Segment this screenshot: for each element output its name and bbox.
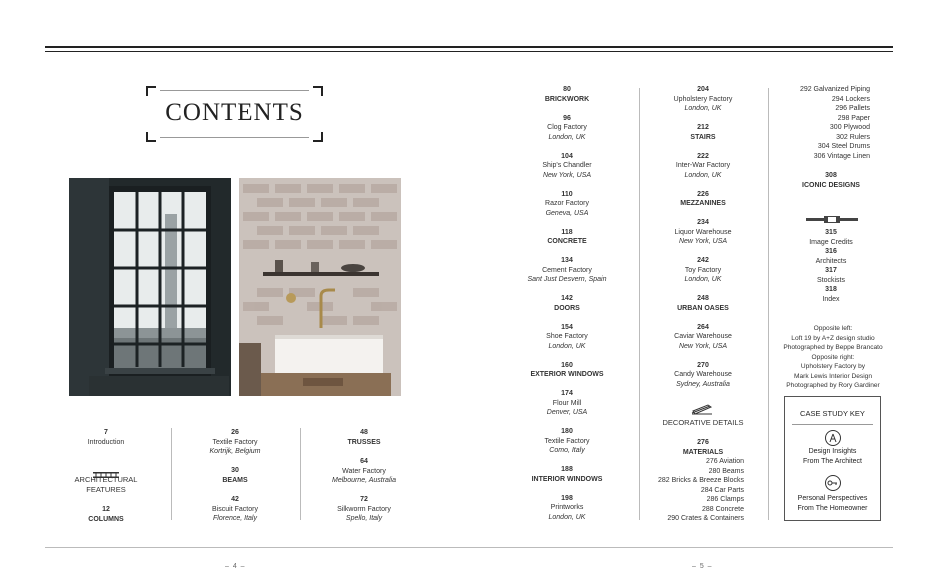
toc-entry[interactable] bbox=[643, 361, 763, 390]
entry-section: TRUSSES bbox=[347, 438, 381, 446]
material-item: 292 Galvanized Piping bbox=[799, 86, 870, 93]
toc-entry[interactable] bbox=[507, 294, 627, 313]
entry-title: Water Factory bbox=[342, 467, 386, 475]
entry-section: MATERIALS bbox=[682, 448, 724, 456]
material-item: 306 Vintage Linen bbox=[813, 152, 870, 160]
entry-title: Index bbox=[822, 295, 840, 303]
entry-page: 315 bbox=[825, 229, 837, 236]
toc-entry[interactable] bbox=[507, 494, 627, 523]
entry-title: Clog Factory bbox=[547, 124, 587, 131]
entry-page: 110 bbox=[561, 190, 573, 198]
materials-list bbox=[640, 457, 744, 524]
toc-entry[interactable] bbox=[304, 428, 424, 447]
entry-page: 160 bbox=[561, 361, 573, 369]
entry-title: Cement Factory bbox=[542, 266, 592, 274]
toc-entry[interactable] bbox=[643, 152, 763, 181]
decorative-details-icon bbox=[690, 402, 714, 414]
material-item: 288 Concrete bbox=[701, 505, 744, 513]
material-item: 286 Clamps bbox=[706, 496, 744, 503]
title-line-bottom bbox=[160, 137, 309, 138]
material-item: 304 Steel Drums bbox=[817, 143, 870, 150]
entry-location: Spello, Italy bbox=[345, 515, 383, 522]
entry-title: Introduction bbox=[87, 438, 125, 446]
toc-entry[interactable] bbox=[643, 85, 763, 114]
entry-section: URBAN OASES bbox=[677, 304, 729, 312]
contents-title-frame bbox=[146, 86, 323, 142]
entry-section: CONCRETE bbox=[547, 238, 587, 245]
material-item: 280 Beams bbox=[708, 467, 744, 475]
entry-page: 264 bbox=[697, 323, 709, 331]
entry-page: 276 bbox=[697, 439, 709, 446]
entry-location: Geneva, USA bbox=[545, 209, 589, 217]
bottom-rule bbox=[45, 547, 893, 548]
entry-title: Razor Factory bbox=[545, 200, 589, 207]
photo-factory-window bbox=[69, 178, 231, 396]
photo-credits bbox=[771, 324, 895, 391]
credit-line: Opposite right: bbox=[811, 353, 855, 361]
toc-entry[interactable] bbox=[46, 505, 166, 524]
entry-page: 48 bbox=[360, 429, 368, 436]
material-item: 276 Aviation bbox=[705, 458, 744, 465]
entry-page: 318 bbox=[825, 286, 837, 293]
material-item: 302 Rulers bbox=[836, 133, 870, 141]
credit-line: Loft 19 by A+Z design studio bbox=[791, 334, 875, 342]
section-line2: FEATURES bbox=[86, 484, 126, 494]
entry-page: 118 bbox=[561, 228, 573, 236]
entry-page: 174 bbox=[561, 390, 573, 397]
entry-page: 30 bbox=[231, 467, 239, 474]
entry-title: Image Credits bbox=[809, 238, 853, 246]
entry-section: MEZZANINES bbox=[680, 200, 726, 207]
toc-entry[interactable] bbox=[507, 152, 627, 181]
page-title: CONTENTS bbox=[165, 99, 304, 126]
entry-page: 72 bbox=[360, 496, 368, 503]
material-item: 284 Car Parts bbox=[700, 486, 744, 494]
toc-entry[interactable] bbox=[643, 323, 763, 352]
column-divider bbox=[639, 88, 640, 520]
entry-title: Biscuit Factory bbox=[212, 505, 258, 513]
toc-entry[interactable] bbox=[507, 323, 627, 352]
entry-page: 80 bbox=[563, 86, 571, 93]
entry-page: 248 bbox=[697, 295, 709, 302]
entry-location: Como, Italy bbox=[549, 447, 585, 454]
entry-title: Flour Mill bbox=[552, 399, 582, 407]
entry-page: 317 bbox=[825, 267, 837, 274]
entry-page: 212 bbox=[697, 124, 709, 131]
key-divider bbox=[792, 424, 873, 425]
entry-page: 142 bbox=[561, 295, 573, 302]
material-item: 298 Paper bbox=[837, 114, 870, 122]
entry-page: 234 bbox=[697, 219, 709, 226]
entry-section: BEAMS bbox=[222, 476, 248, 484]
entry-location: Sant Just Desvern, Spain bbox=[527, 276, 607, 283]
entry-section: ICONIC DESIGNS bbox=[802, 181, 860, 189]
entry-section: COLUMNS bbox=[88, 515, 124, 523]
entry-location: Melbourne, Australia bbox=[332, 477, 396, 484]
entry-location: Denver, USA bbox=[546, 409, 588, 416]
toc-entry[interactable] bbox=[507, 427, 627, 456]
key-title: CASE STUDY KEY bbox=[800, 409, 865, 418]
toc-entry[interactable] bbox=[507, 465, 627, 484]
key-item-homeowner bbox=[785, 494, 880, 513]
entry-title: Caviar Warehouse bbox=[674, 333, 732, 340]
credit-line: Photographed by Rory Gardiner bbox=[786, 382, 880, 389]
entry-section: EXTERIOR WINDOWS bbox=[530, 371, 604, 378]
top-rule-thin bbox=[45, 51, 893, 52]
toc-entry[interactable] bbox=[771, 171, 891, 190]
toc-entry[interactable] bbox=[771, 247, 891, 266]
entry-page: 198 bbox=[561, 494, 573, 502]
entry-location: London, UK bbox=[548, 133, 586, 141]
case-study-key bbox=[784, 396, 881, 521]
entry-page: 64 bbox=[360, 458, 368, 465]
credit-line: Photographed by Beppe Brancato bbox=[783, 344, 883, 351]
section-heading bbox=[643, 418, 763, 428]
material-item: 290 Crates & Containers bbox=[667, 515, 744, 522]
photo-brick-sink bbox=[239, 178, 401, 396]
credit-line: Mark Lewis Interior Design bbox=[793, 372, 873, 380]
toc-entry[interactable] bbox=[46, 428, 166, 447]
entry-title: Inter-War Factory bbox=[675, 162, 731, 169]
credit-line: Upholstery Factory by bbox=[800, 363, 866, 370]
entry-page: 222 bbox=[697, 152, 709, 160]
material-item: 300 Plywood bbox=[829, 124, 870, 131]
toc-entry[interactable] bbox=[643, 438, 763, 457]
entry-title: Textile Factory bbox=[212, 438, 258, 446]
entry-title: Ship's Chandler bbox=[542, 162, 592, 169]
key-item-architect bbox=[785, 447, 880, 466]
entry-page: 12 bbox=[102, 506, 110, 513]
entry-title: Candy Warehouse bbox=[674, 371, 732, 378]
entry-location: London, UK bbox=[684, 171, 722, 179]
key-item-line2: From The Homeowner bbox=[797, 504, 868, 512]
entry-title: Stockists bbox=[816, 276, 845, 284]
toc-entry[interactable] bbox=[507, 361, 627, 380]
column-divider bbox=[768, 88, 769, 520]
key-item-line2: From The Architect bbox=[802, 457, 862, 465]
entry-section: DOORS bbox=[554, 304, 580, 312]
entry-title: Liquor Warehouse bbox=[674, 228, 732, 236]
materials-list-cont bbox=[772, 85, 870, 161]
toc-entry[interactable] bbox=[643, 123, 763, 142]
toc-entry[interactable] bbox=[304, 457, 424, 486]
toc-entry[interactable] bbox=[175, 428, 295, 457]
entry-section: INTERIOR WINDOWS bbox=[531, 475, 603, 483]
entry-location: London, UK bbox=[684, 276, 722, 283]
entry-location: London, UK bbox=[548, 342, 586, 350]
toc-entry[interactable] bbox=[507, 256, 627, 285]
page-number-left: – 4 – bbox=[225, 563, 246, 570]
entry-location: Kortrijk, Belgium bbox=[209, 448, 261, 455]
key-icon bbox=[825, 475, 841, 491]
toc-entry[interactable] bbox=[507, 85, 627, 104]
toc-entry[interactable] bbox=[771, 266, 891, 285]
entry-title: Architects bbox=[815, 257, 847, 265]
entry-page: 308 bbox=[825, 172, 837, 179]
toc-entry[interactable] bbox=[175, 466, 295, 485]
section-line1: ARCHITECTURAL bbox=[74, 475, 138, 484]
columns-section-icon bbox=[93, 465, 119, 471]
decorative-details-label: DECORATIVE DETAILS bbox=[662, 418, 744, 427]
entry-location: New York, USA bbox=[678, 342, 728, 350]
toc-entry[interactable] bbox=[771, 228, 891, 247]
toc-entry[interactable] bbox=[771, 285, 891, 304]
entry-page: 96 bbox=[563, 114, 571, 122]
toc-entry[interactable] bbox=[175, 495, 295, 524]
entry-title: Upholstery Factory bbox=[673, 95, 733, 103]
section-heading bbox=[46, 475, 166, 494]
entry-page: 180 bbox=[561, 428, 573, 435]
entry-title: Toy Factory bbox=[684, 266, 722, 274]
entry-page: 154 bbox=[561, 323, 573, 331]
material-item: 294 Lockers bbox=[831, 95, 870, 103]
entry-page: 26 bbox=[231, 429, 239, 436]
entry-title: Shoe Factory bbox=[546, 333, 588, 340]
entry-location: Sydney, Australia bbox=[676, 380, 730, 388]
toc-entry[interactable] bbox=[643, 256, 763, 285]
toc-entry[interactable] bbox=[507, 190, 627, 219]
entry-page: 204 bbox=[697, 86, 709, 93]
entry-location: New York, USA bbox=[542, 171, 592, 179]
entry-location: New York, USA bbox=[678, 238, 728, 245]
key-item-line1: Personal Perspectives bbox=[797, 495, 868, 502]
column-divider bbox=[171, 428, 172, 520]
compass-icon bbox=[825, 430, 841, 446]
iconic-designs-icon bbox=[806, 210, 858, 217]
entry-page: 7 bbox=[104, 429, 108, 436]
entry-location: London, UK bbox=[684, 105, 722, 112]
entry-title: Silkworm Factory bbox=[337, 505, 391, 513]
entry-page: 270 bbox=[697, 361, 709, 369]
entry-page: 316 bbox=[825, 248, 837, 255]
toc-entry[interactable] bbox=[507, 114, 627, 143]
entry-page: 188 bbox=[561, 466, 573, 473]
toc-entry[interactable] bbox=[643, 294, 763, 313]
page-number-right: – 5 – bbox=[692, 563, 713, 570]
entry-page: 134 bbox=[561, 257, 573, 264]
entry-page: 226 bbox=[697, 190, 709, 198]
toc-entry[interactable] bbox=[304, 495, 424, 524]
material-item: 296 Pallets bbox=[835, 105, 870, 112]
key-item-line1: Design Insights bbox=[808, 448, 857, 455]
entry-title: Printworks bbox=[550, 504, 584, 511]
entry-page: 42 bbox=[231, 496, 239, 503]
credit-line: Opposite left: bbox=[813, 325, 853, 332]
toc-entry[interactable] bbox=[643, 190, 763, 209]
title-line-top bbox=[160, 90, 309, 91]
toc-entry[interactable] bbox=[643, 218, 763, 247]
entry-page: 104 bbox=[561, 152, 573, 160]
entry-location: Florence, Italy bbox=[213, 515, 257, 522]
entry-location: London, UK bbox=[548, 513, 586, 521]
toc-entry[interactable] bbox=[507, 228, 627, 247]
entry-section: BRICKWORK bbox=[544, 95, 590, 103]
top-rule bbox=[45, 46, 893, 48]
entry-page: 242 bbox=[697, 257, 709, 264]
column-divider bbox=[300, 428, 301, 520]
entry-section: STAIRS bbox=[690, 133, 716, 141]
material-item: 282 Bricks & Breeze Blocks bbox=[658, 477, 744, 484]
toc-entry[interactable] bbox=[507, 389, 627, 418]
entry-title: Textile Factory bbox=[544, 437, 590, 445]
